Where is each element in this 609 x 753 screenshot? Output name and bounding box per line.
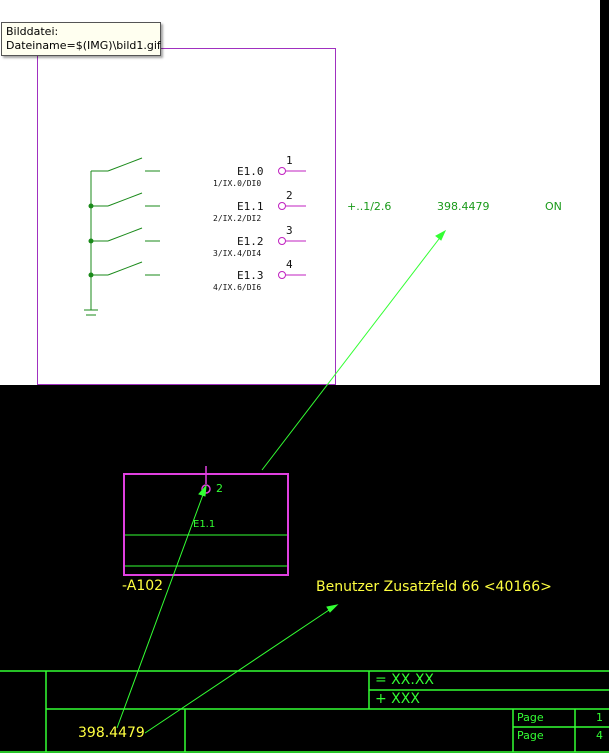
input-name-4: E1.3 <box>237 269 264 282</box>
tooltip-title: Bilddatei: <box>6 25 59 38</box>
input-address-1: 1/IX.0/DI0 <box>213 179 262 188</box>
input-address-3: 3/IX.4/DI4 <box>213 249 262 258</box>
row-value: 398.4479 <box>437 200 490 213</box>
cross-reference: +..1/2.6 <box>347 200 392 213</box>
page-label-total: Page <box>517 729 544 742</box>
page-total: 4 <box>596 729 603 742</box>
input-name-2: E1.1 <box>237 200 264 213</box>
location-designation: + XXX <box>375 691 420 707</box>
page-label: Page <box>517 711 544 724</box>
function-designation: = XX.XX <box>375 672 434 688</box>
image-file-tooltip <box>1 22 161 56</box>
page-current: 1 <box>596 711 603 724</box>
input-number-4: 4 <box>286 258 293 271</box>
input-address-2: 2/IX.2/DI2 <box>213 214 262 223</box>
user-field-annotation[interactable]: Benutzer Zusatzfeld 66 <40166> <box>316 579 552 595</box>
input-number-1: 1 <box>286 154 293 167</box>
symbol-pin-number: 2 <box>216 482 223 495</box>
symbol-label: E1.1 <box>193 519 216 530</box>
input-number-2: 2 <box>286 189 293 202</box>
value-annotation[interactable]: 398.4479 <box>78 725 145 741</box>
tooltip-filename: Dateiname=$(IMG)\bild1.gif <box>6 39 161 52</box>
input-name-3: E1.2 <box>237 235 264 248</box>
input-name-1: E1.0 <box>237 165 264 178</box>
device-tag[interactable]: -A102 <box>122 578 164 594</box>
input-number-3: 3 <box>286 224 293 237</box>
input-address-4: 4/IX.6/DI6 <box>213 283 262 292</box>
row-state: ON <box>545 200 562 213</box>
